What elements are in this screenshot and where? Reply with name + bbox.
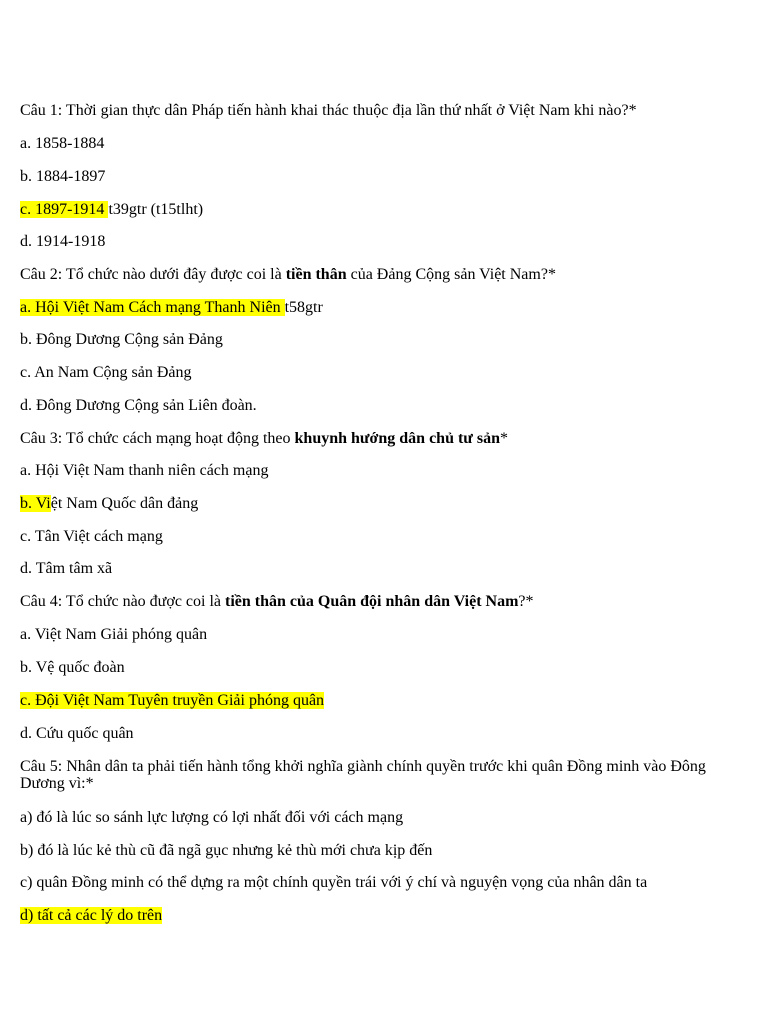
q3-option-b	[20, 495, 750, 512]
q1-option-d-text: d. 1914-1918	[20, 233, 106, 250]
q4-option-b	[20, 659, 750, 676]
q2-option-a-note: t58gtr	[284, 299, 323, 316]
question-2-text-bold: tiền thân	[285, 266, 347, 283]
question-2	[20, 266, 750, 283]
q3-option-d	[20, 560, 750, 577]
q1-option-c	[20, 201, 750, 218]
q4-option-a	[20, 626, 750, 643]
q4-option-c	[20, 692, 750, 709]
q4-option-c-highlighted-answer: c. Đội Việt Nam Tuyên truyền Giải phóng quân	[20, 692, 325, 709]
q2-option-b	[20, 331, 750, 348]
q3-option-c-text: c. Tân Việt cách mạng	[20, 528, 163, 545]
q3-option-d-text: d. Tâm tâm xã	[20, 560, 113, 577]
q5-option-b	[20, 842, 750, 859]
question-4-text-post: ?*	[518, 593, 534, 610]
q5-option-c-text: c) quân Đồng minh có thể dựng ra một chính quyền trái với ý chí và nguyện vọng của nhân dân ta	[20, 874, 648, 891]
q1-option-a	[20, 135, 750, 152]
question-2-text-post: của Đảng Cộng sản Việt Nam?*	[346, 266, 556, 283]
question-1	[20, 102, 750, 119]
q1-option-d	[20, 233, 750, 250]
q3-option-a	[20, 462, 750, 479]
question-4-text-bold: tiền thân của Quân đội nhân dân Việt Nam	[225, 593, 519, 610]
q4-option-d	[20, 725, 750, 742]
q5-option-c	[20, 874, 750, 891]
q3-option-c	[20, 528, 750, 545]
question-3-text-bold: khuynh hướng dân chủ tư sản	[294, 430, 501, 447]
q2-option-d	[20, 397, 750, 414]
q2-option-c	[20, 364, 750, 381]
question-2-text-pre: Câu 2: Tổ chức nào dưới đây được coi là	[20, 266, 286, 283]
question-3	[20, 430, 750, 447]
q4-option-d-text: d. Cứu quốc quân	[20, 725, 134, 742]
q5-option-d-highlighted-answer: d) tất cả các lý do trên	[20, 907, 163, 924]
q2-option-b-text: b. Đông Dương Cộng sản Đảng	[20, 331, 223, 348]
q2-option-d-text: d. Đông Dương Cộng sản Liên đoàn.	[20, 397, 257, 414]
question-3-text-pre: Câu 3: Tổ chức cách mạng hoạt động theo	[20, 430, 295, 447]
q3-option-b-highlighted-part: b. Vi	[20, 495, 51, 512]
q5-option-d	[20, 907, 750, 924]
q1-option-a-text: a. 1858-1884	[20, 135, 105, 152]
q5-option-a	[20, 809, 750, 826]
question-4-text-pre: Câu 4: Tổ chức nào được coi là	[20, 593, 226, 610]
question-5	[20, 758, 750, 792]
q1-option-c-highlighted-answer: c. 1897-1914	[20, 201, 109, 218]
q1-option-b-text: b. 1884-1897	[20, 168, 106, 185]
q1-option-b	[20, 168, 750, 185]
q2-option-a	[20, 299, 750, 316]
q3-option-b-rest: ệt Nam Quốc dân đảng	[50, 495, 199, 512]
q2-option-c-text: c. An Nam Cộng sản Đảng	[20, 364, 192, 381]
q5-option-a-text: a) đó là lúc so sánh lực lượng có lợi nhất đối với cách mạng	[20, 809, 404, 826]
question-3-text-post: *	[500, 430, 509, 447]
question-5-text: Câu 5: Nhân dân ta phải tiến hành tổng khởi nghĩa giành chính quyền trước khi quân Đồng minh vào Đông Dương vì:*	[20, 758, 706, 792]
q1-option-c-note: t39gtr (t15tlht)	[108, 201, 204, 218]
q2-option-a-highlighted-answer: a. Hội Việt Nam Cách mạng Thanh Niên	[20, 299, 285, 316]
question-1-text: Câu 1: Thời gian thực dân Pháp tiến hành khai thác thuộc địa lần thứ nhất ở Việt Nam khi nào?*	[20, 102, 637, 119]
q4-option-b-text: b. Vệ quốc đoàn	[20, 659, 125, 676]
q3-option-a-text: a. Hội Việt Nam thanh niên cách mạng	[20, 462, 269, 479]
question-4	[20, 593, 750, 610]
q5-option-b-text: b) đó là lúc kẻ thù cũ đã ngã gục nhưng kẻ thù mới chưa kịp đến	[20, 842, 433, 859]
q4-option-a-text: a. Việt Nam Giải phóng quân	[20, 626, 208, 643]
